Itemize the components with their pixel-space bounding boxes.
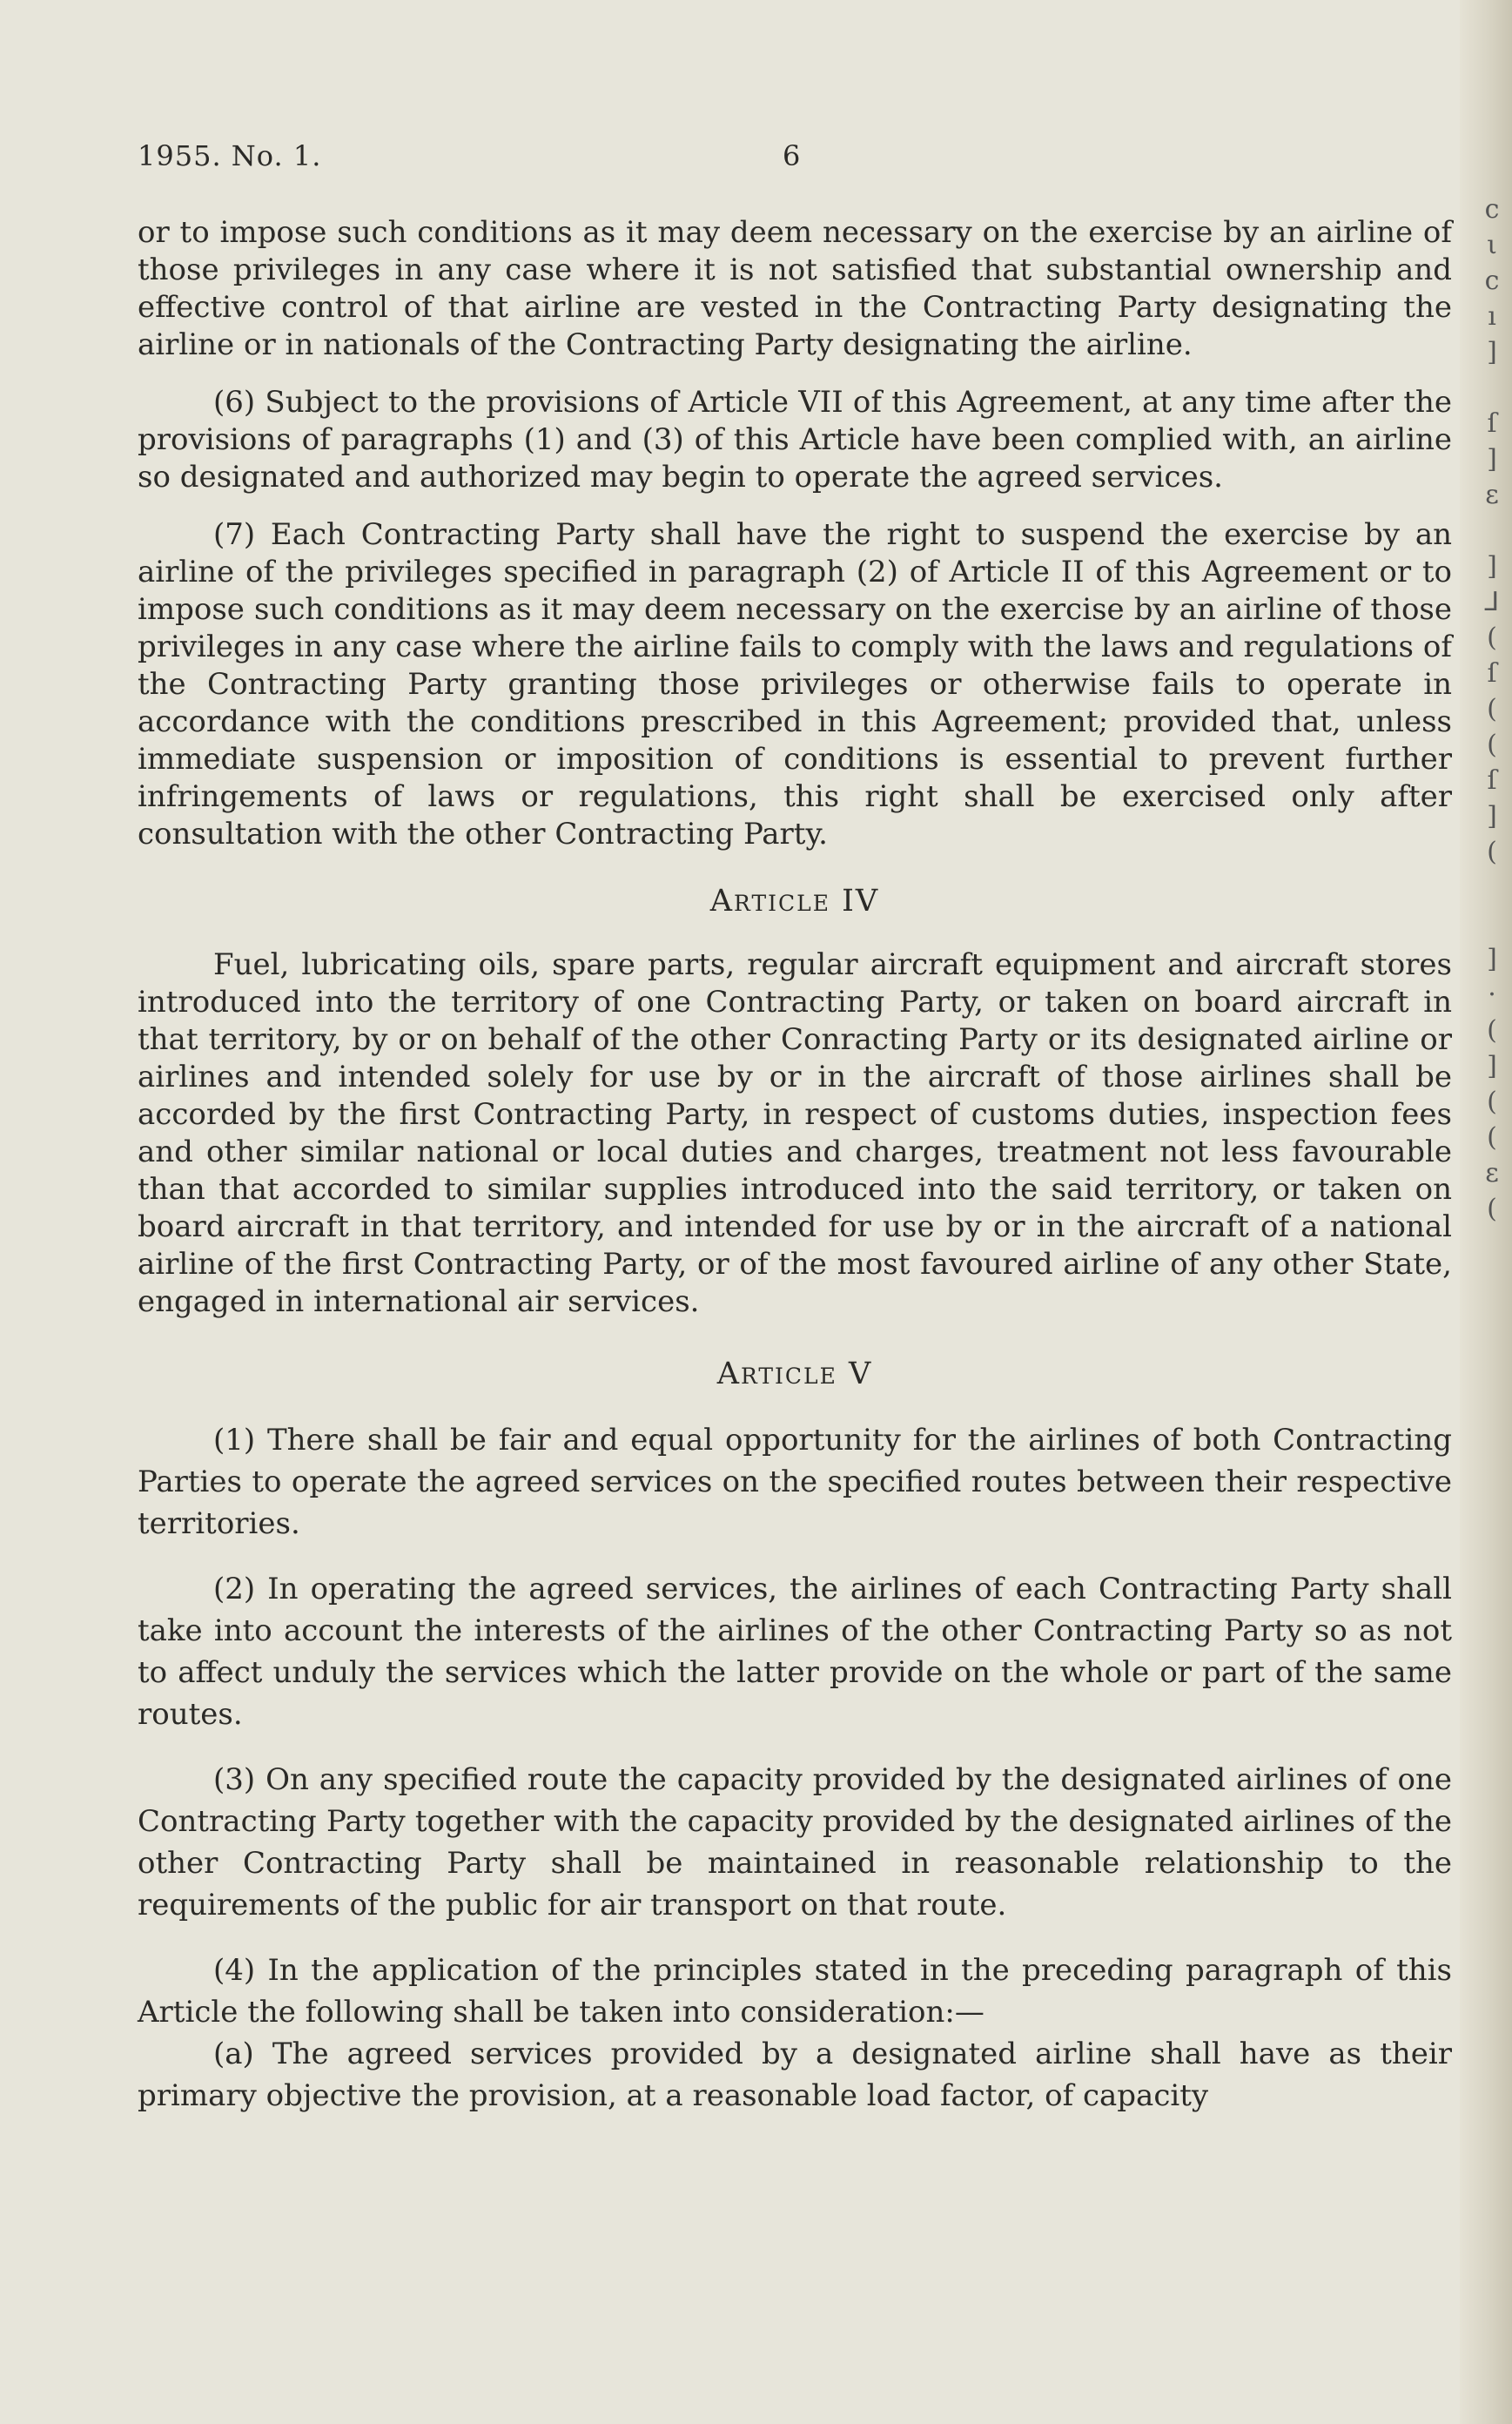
article-iv-heading: Article IV (709, 884, 880, 919)
article-v-heading: Article V (716, 1357, 873, 1391)
paragraph-7: (7) Each Contracting Party shall have the right to suspend the exercise by an airline of the privileges specified in paragraph (2) of Article II of this Agreement or to impose such conditions as it may deem necessary on the exercise by an airline of those privileges in any case where the airline fails to comply with the laws and regulations of the Contracting Party granting those privileges or otherwise fails to operate in accordance with the conditions prescribed in this Agreement; provided that, unless immediate suspension or imposition of conditions is essential to prevent further infringements of laws or regulations, this right shall be exercised only after consultation with the other Contracting Party. (138, 517, 1452, 852)
document-body (138, 214, 1452, 2117)
paragraph-continuation: or to impose such conditions as it may deem necessary on the exercise by an airline of those privileges in any case where it is not satisfied that substantial ownership and effective control of that airline are vested in the Contracting Party designating the airline or in nationals of the Contracting Party designating the airline. (138, 215, 1452, 362)
paragraph-6: (6) Subject to the provisions of Article VII of this Agreement, at any time after the provisions of paragraphs (1) and (3) of this Article have been complied with, an airline so designated and authorized may begin to operate the agreed services. (138, 385, 1452, 495)
article-v-paragraph-3: (3) On any specified route the capacity provided by the designated airlines of one Contracting Party together with the capacity provided by the designated airlines of the other Contracting Party shall be maintained in reasonable relationship to the requirements of the public for air transport on that route. (138, 1762, 1452, 1922)
bleed-through-margin: c ι c ı ] ſ ] ɛ ] ⅃ ( ſ ( ( ſ ] ( ] · ( ] ( ( ɛ ( (1484, 194, 1500, 1224)
page-edge (1460, 0, 1512, 2424)
article-iv-text: Fuel, lubricating oils, spare parts, regular aircraft equipment and aircraft stores introduced into the territory of one Contracting Party, or taken on board aircraft in that territory, by or on behalf of the other Conracting Party or its designated airline or airlines and intended solely for use by or in the aircraft of those airlines shall be accorded by the first Contracting Party, in respect of customs duties, inspection fees and other similar national or local duties and charges, treatment not less favourable than that accorded to similar supplies introduced into the said territory, or taken on board aircraft in that territory, and intended for use by or in the aircraft of a national airline of the first Contracting Party, or of the most favoured airline of any other State, engaged in international air services. (138, 947, 1452, 1319)
article-v-paragraph-2: (2) In operating the agreed services, the airlines of each Contracting Party shall take into account the interests of the airlines of the other Contracting Party so as not to affect unduly the services which the latter provide on the whole or part of the same routes. (138, 1572, 1452, 1732)
article-v-paragraph-4: (4) In the application of the principles stated in the preceding paragraph of this Article the following shall be taken into consideration:— (138, 1953, 1452, 2030)
article-v-paragraph-1: (1) There shall be fair and equal opportunity for the airlines of both Contracting Parties to operate the agreed services on the specified routes between their respective territories. (138, 1423, 1452, 1541)
series-number: 1955. No. 1. (138, 139, 322, 172)
page-number: 6 (783, 139, 802, 172)
article-v-paragraph-4a: (a) The agreed services provided by a designated airline shall have as their primary objective the provision, at a reasonable load factor, of capacity (138, 2037, 1452, 2113)
article-v-body (138, 1419, 1452, 2117)
